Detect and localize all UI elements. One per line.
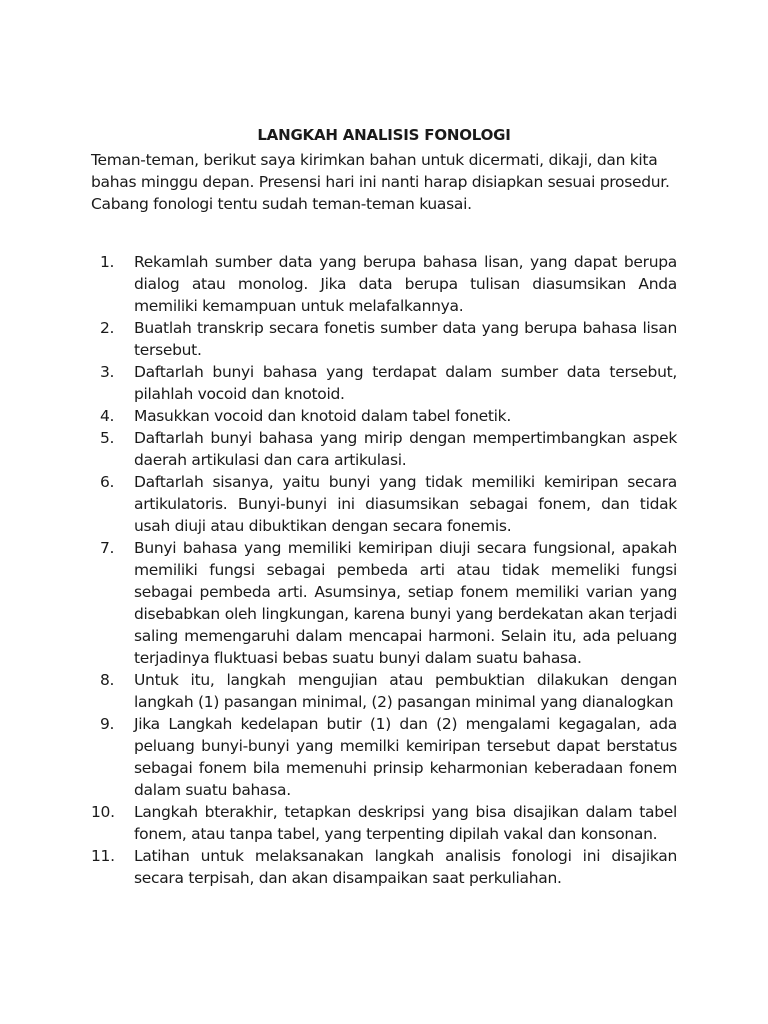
list-item [91, 427, 677, 471]
step-text: Daftarlah sisanya, yaitu bunyi yang tidak memiliki kemiripan secara artikulatoris. Bunyi-bunyi ini diasumsikan sebagai fonem, dan tidak usah diuji atau dibuktikan dengan secara fonemis. [134, 473, 677, 535]
list-item [91, 845, 677, 889]
list-item [91, 713, 677, 801]
list-item [91, 361, 677, 405]
step-number: 6. [100, 473, 115, 491]
step-number: 10. [91, 803, 115, 821]
step-number: 4. [100, 407, 115, 425]
step-number: 9. [100, 715, 115, 733]
step-text: Rekamlah sumber data yang berupa bahasa lisan, yang dapat berupa dialog atau monolog. Jika data berupa tulisan diasumsikan Anda memiliki kemampuan untuk melafalkannya. [134, 253, 677, 315]
step-text: Masukkan vocoid dan knotoid dalam tabel fonetik. [134, 407, 511, 425]
step-number: 1. [100, 253, 115, 271]
step-text: Jika Langkah kedelapan butir (1) dan (2) mengalami kegagalan, ada peluang bunyi-bunyi yang memilki kemiripan tersebut dapat berstatus sebagai fonem bila memenuhi prinsip keharmonian keberadaan fonem dalam suatu bahasa. [134, 715, 677, 799]
step-number: 3. [100, 363, 115, 381]
intro-paragraph: Teman-teman, berikut saya kirimkan bahan untuk dicermati, dikaji, dan kita bahas minggu depan. Presensi hari ini nanti harap disiapkan sesuai prosedur. Cabang fonologi tentu sudah teman-teman kuasai. [91, 151, 670, 213]
step-text: Buatlah transkrip secara fonetis sumber data yang berupa bahasa lisan tersebut. [134, 319, 677, 359]
step-text: Untuk itu, langkah mengujian atau pembuktian dilakukan dengan langkah (1) pasangan minimal, (2) pasangan minimal yang dianalogkan [134, 671, 677, 711]
step-number: 8. [100, 671, 115, 689]
list-item [91, 669, 677, 713]
list-item [91, 537, 677, 669]
step-number: 2. [100, 319, 115, 337]
steps-list [91, 251, 677, 889]
step-number: 5. [100, 429, 115, 447]
list-item [91, 317, 677, 361]
step-number: 7. [100, 539, 115, 557]
step-text: Latihan untuk melaksanakan langkah analisis fonologi ini disajikan secara terpisah, dan akan disampaikan saat perkuliahan. [134, 847, 677, 887]
list-item [91, 471, 677, 537]
step-text: Daftarlah bunyi bahasa yang terdapat dalam sumber data tersebut, pilahlah vocoid dan knotoid. [134, 363, 677, 403]
list-item [91, 801, 677, 845]
list-item [91, 251, 677, 317]
step-number: 11. [91, 847, 115, 865]
document-title: LANGKAH ANALISIS FONOLOGI [257, 126, 511, 144]
step-text: Daftarlah bunyi bahasa yang mirip dengan mempertimbangkan aspek daerah artikulasi dan cara artikulasi. [134, 429, 677, 469]
step-text: Bunyi bahasa yang memiliki kemiripan diuji secara fungsional, apakah memiliki fungsi sebagai pembeda arti atau tidak memeliki fungsi sebagai pembeda arti. Asumsinya, setiap fonem memiliki varian yang disebabkan oleh lingkungan, karena bunyi yang berdekatan akan terjadi saling memengaruhi dalam mencapai harmoni. Selain itu, ada peluang terjadinya fluktuasi bebas suatu bunyi dalam suatu bahasa. [134, 539, 677, 667]
step-text: Langkah bterakhir, tetapkan deskripsi yang bisa disajikan dalam tabel fonem, atau tanpa tabel, yang terpenting dipilah vakal dan konsonan. [134, 803, 677, 843]
list-item [91, 405, 677, 427]
